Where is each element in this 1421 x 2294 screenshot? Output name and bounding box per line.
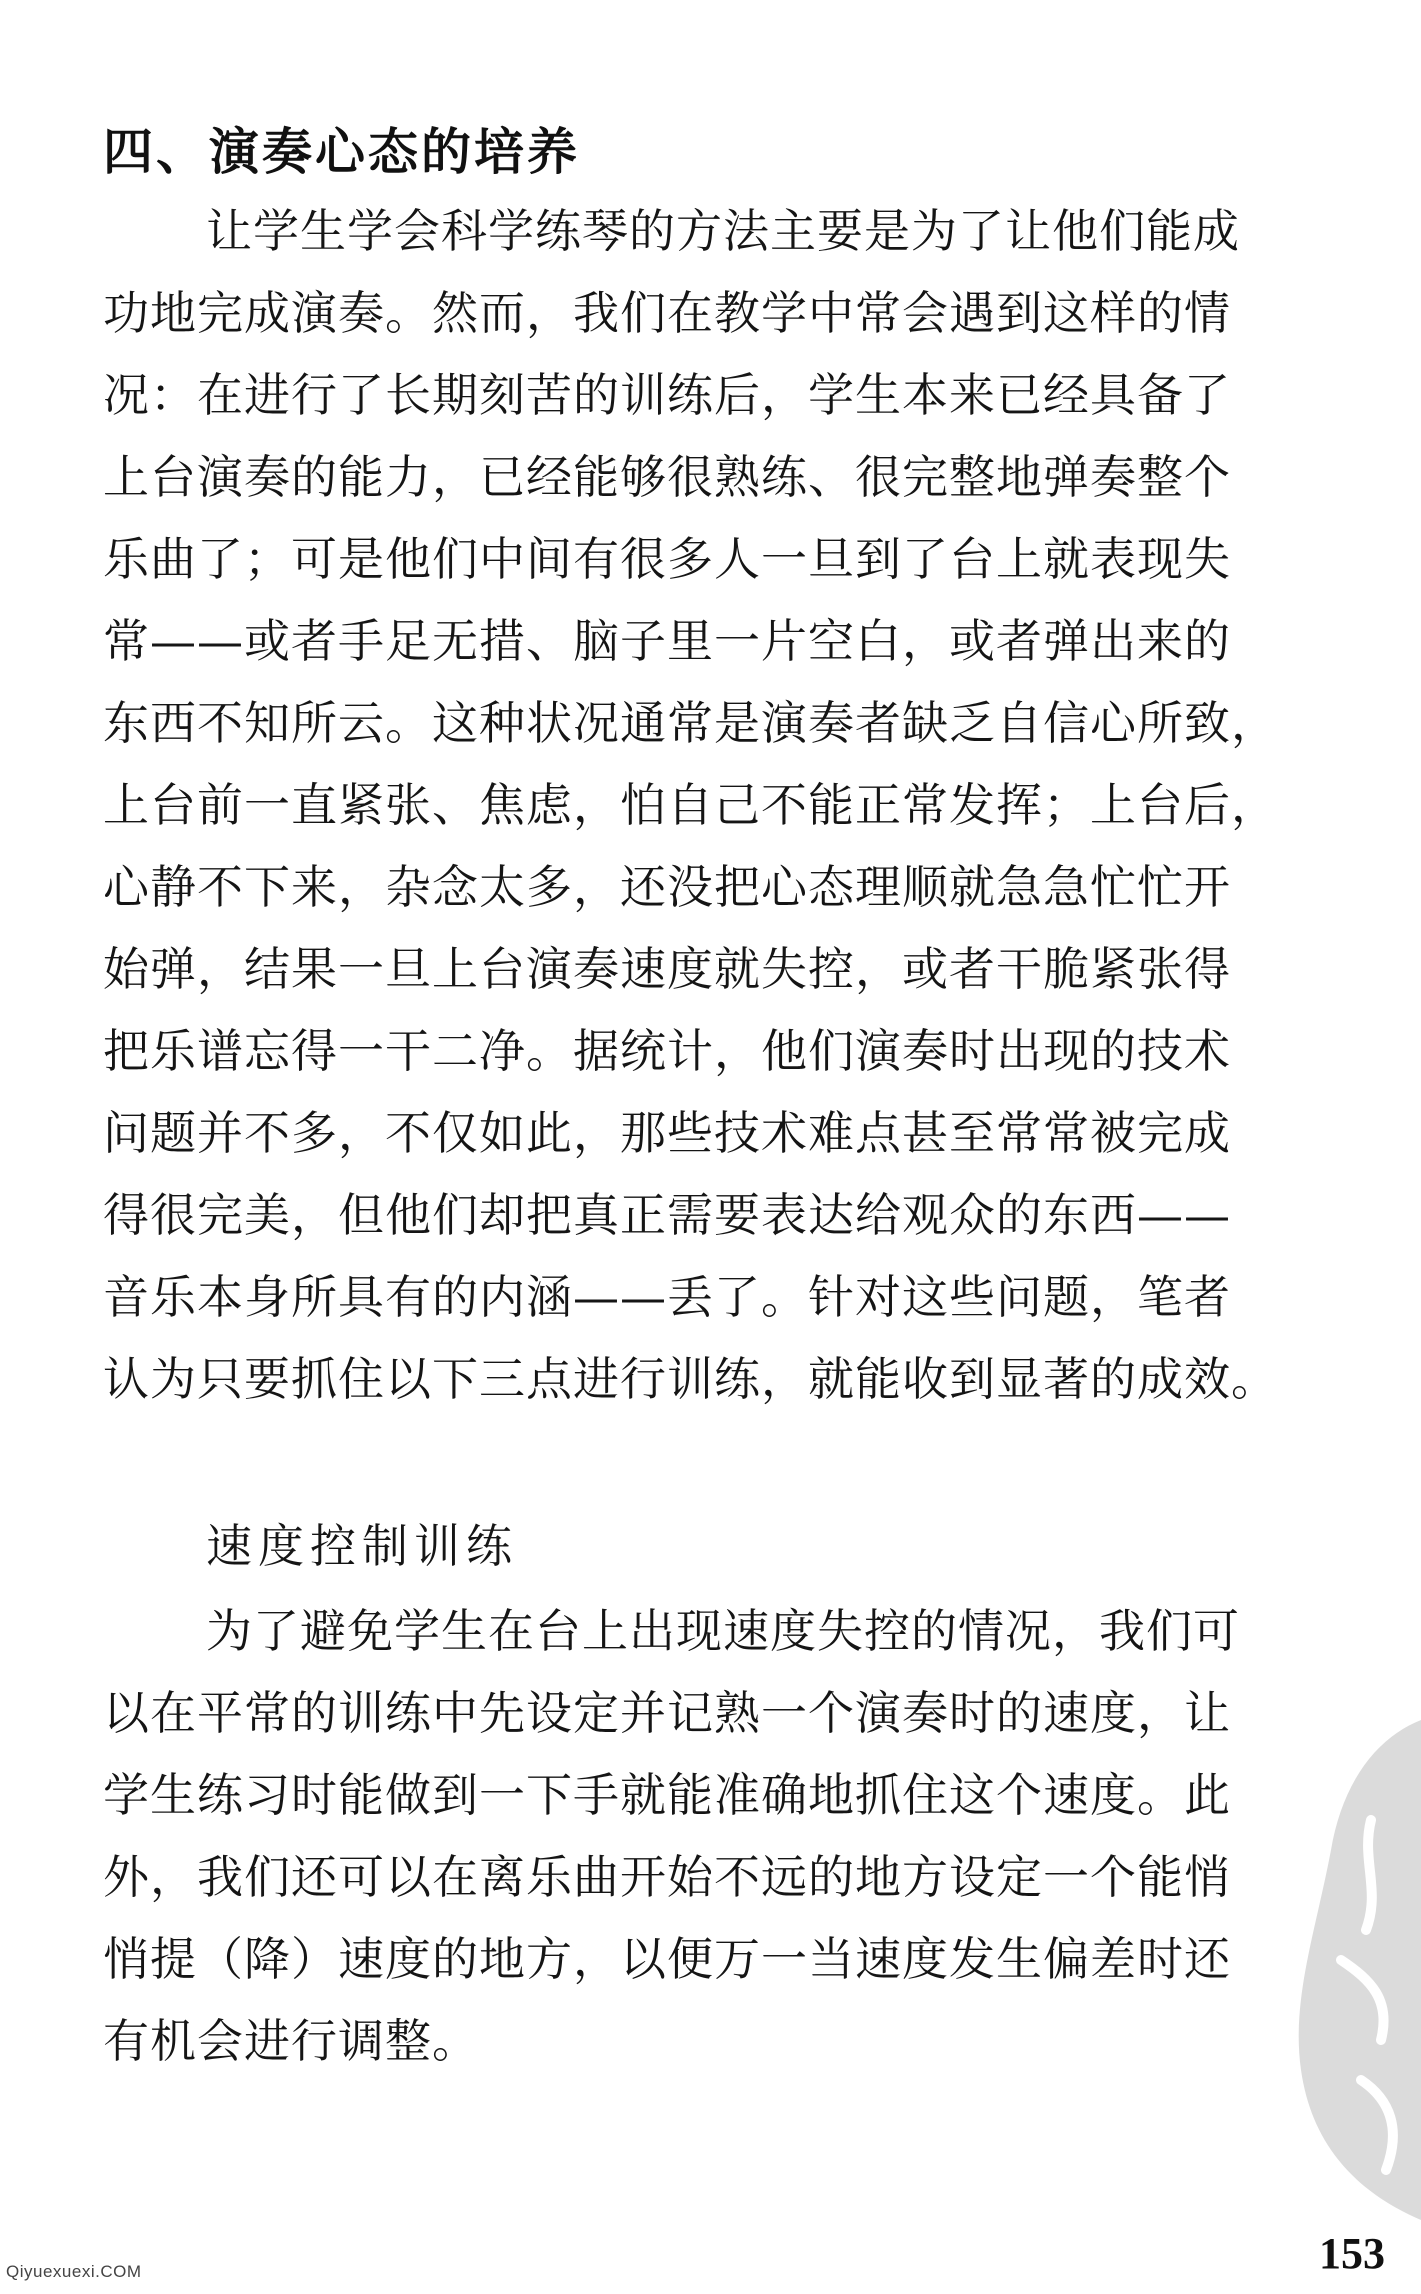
paragraph-line: 况：在进行了长期刻苦的训练后，学生本来已经具备了 (103, 368, 1231, 422)
paragraph-line: 问题并不多，不仅如此，那些技术难点甚至常常被完成 (103, 1106, 1231, 1160)
paragraph-line: 为了避免学生在台上出现速度失控的情况，我们可 (206, 1604, 1240, 1658)
section-heading: 四、演奏心态的培养 (103, 123, 580, 181)
paragraph-line: 常——或者手足无措、脑子里一片空白，或者弹出来的 (103, 614, 1231, 668)
paragraph-line: 乐曲了；可是他们中间有很多人一旦到了台上就表现失 (103, 532, 1231, 586)
page-number: 153 (1319, 2229, 1385, 2278)
paragraph-line: 东西不知所云。这种状况通常是演奏者缺乏自信心所致， (103, 696, 1278, 750)
paragraph-line: 有机会进行调整。 (103, 2014, 479, 2068)
section-paragraph (103, 190, 1363, 1420)
paragraph-line: 上台演奏的能力，已经能够很熟练、很完整地弹奏整个 (103, 450, 1231, 504)
paragraph-line: 学生练习时能做到一下手就能准确地抓住这个速度。此 (103, 1768, 1231, 1822)
paragraph-line: 音乐本身所具有的内涵——丢了。针对这些问题，笔者 (103, 1270, 1231, 1324)
paragraph-line: 让学生学会科学练琴的方法主要是为了让他们能成 (206, 204, 1240, 258)
paragraph-line: 始弹，结果一旦上台演奏速度就失控，或者干脆紧张得 (103, 942, 1231, 996)
watermark-seal-icon (1221, 1700, 1421, 2220)
source-watermark-text: Qiyuexuexi.COM (6, 2262, 142, 2281)
paragraph-line: 悄提（降）速度的地方，以便万一当速度发生偏差时还 (103, 1932, 1231, 1986)
paragraph-line: 得很完美，但他们却把真正需要表达给观众的东西—— (103, 1188, 1231, 1242)
subsection-paragraph (103, 1590, 1363, 2082)
paragraph-line: 把乐谱忘得一干二净。据统计，他们演奏时出现的技术 (103, 1024, 1231, 1078)
subsection-heading: 速度控制训练 (206, 1519, 518, 1573)
paragraph-line: 心静不下来，杂念太多，还没把心态理顺就急急忙忙开 (103, 860, 1231, 914)
paragraph-line: 上台前一直紧张、焦虑，怕自己不能正常发挥；上台后， (103, 778, 1278, 832)
paragraph-line: 功地完成演奏。然而，我们在教学中常会遇到这样的情 (103, 286, 1231, 340)
paragraph-line: 以在平常的训练中先设定并记熟一个演奏时的速度，让 (103, 1686, 1231, 1740)
paragraph-line: 外，我们还可以在离乐曲开始不远的地方设定一个能悄 (103, 1850, 1231, 1904)
paragraph-line: 认为只要抓住以下三点进行训练，就能收到显著的成效。 (103, 1352, 1278, 1406)
